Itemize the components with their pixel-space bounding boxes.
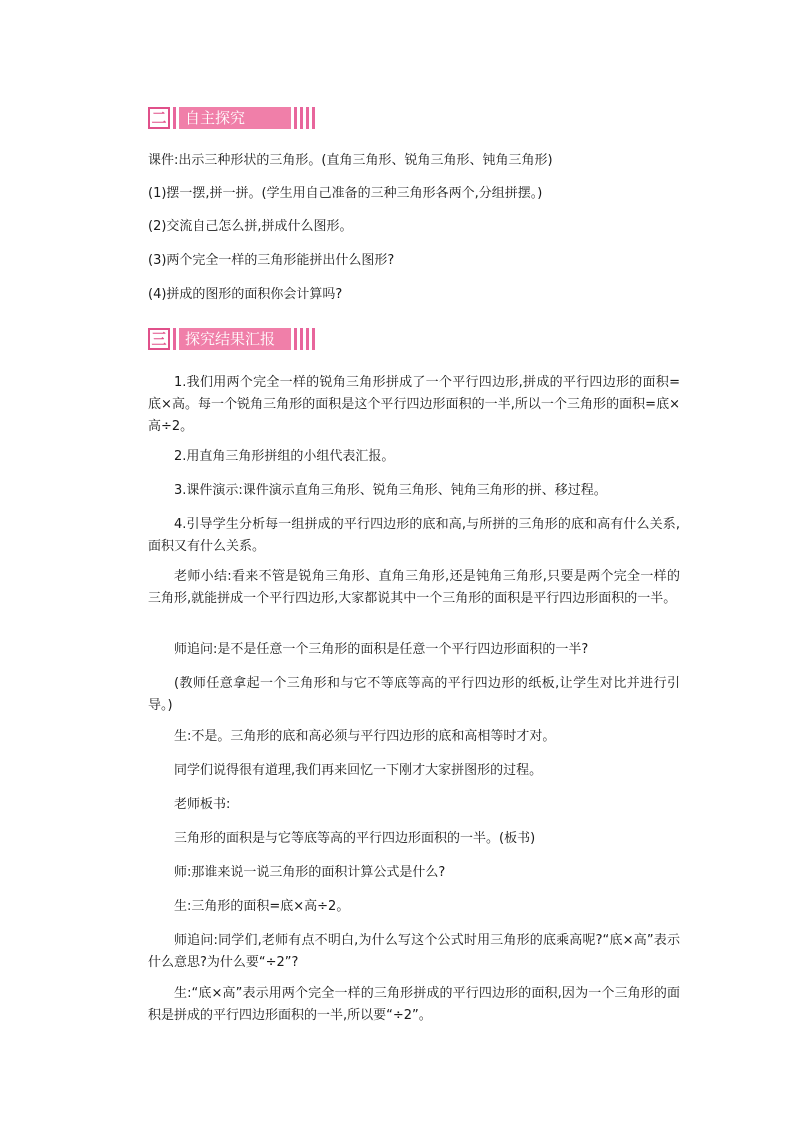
paragraph: 生:不是。三角形的底和高必须与平行四边形的底和高相等时才对。 [174,729,556,744]
paragraph: 4.引导学生分析每一组拼成的平行四边形的底和高,与所拼的三角形的底和高有什么关系,面积又有什么关系。 [148,517,680,554]
paragraph: 生:“底×高”表示用两个完全一样的三角形拼成的平行四边形的面积,因为一个三角形的面积是拼成的平行四边形面积的一半,所以要“÷2”。 [148,986,680,1023]
decorative-stripes [291,107,315,129]
paragraph: 师追问:是不是任意一个三角形的面积是任意一个平行四边形面积的一半? [174,642,589,657]
paragraph: 3.课件演示:课件演示直角三角形、锐角三角形、钝角三角形的拼、移过程。 [174,483,607,498]
paragraph: 生:三角形的面积=底×高÷2。 [174,899,350,914]
paragraph: (1)摆一摆,拼一拼。(学生用自己准备的三种三角形各两个,分组拼摆。) [148,186,543,201]
section-heading-report [148,328,334,350]
section-number: 三 [148,328,170,350]
paragraph: 师追问:同学们,老师有点不明白,为什么写这个公式时用三角形的底乘高呢?“底×高”表示什么意思?为什么要“÷2”? [148,933,680,970]
paragraph: (2)交流自己怎么拼,拼成什么图形。 [148,219,353,234]
paragraph: 老师小结:看来不管是锐角三角形、直角三角形,还是钝角三角形,只要是两个完全一样的三角形,就能拼成一个平行四边形,大家都说其中一个三角形的面积是平行四边形面积的一半。 [148,569,680,606]
paragraph: 2.用直角三角形拼组的小组代表汇报。 [174,449,395,464]
paragraph: (4)拼成的图形的面积你会计算吗? [148,287,343,302]
section-title: 探究结果汇报 [179,328,291,350]
paragraph: 师:那谁来说一说三角形的面积计算公式是什么? [174,865,446,880]
paragraph: (教师任意拿起一个三角形和与它不等底等高的平行四边形的纸板,让学生对比并进行引导。) [148,676,680,713]
section-title: 自主探究 [179,107,291,129]
paragraph: 同学们说得很有道理,我们再来回忆一下刚才大家拼图形的过程。 [174,763,543,778]
section-number: 二 [148,107,170,129]
paragraph: 三角形的面积是与它等底等高的平行四边形面积的一半。(板书) [174,831,536,846]
decorative-stripes [291,328,315,350]
paragraph: 课件:出示三种形状的三角形。(直角三角形、锐角三角形、钝角三角形) [148,153,553,168]
section-heading-explore [148,107,334,129]
paragraph: (3)两个完全一样的三角形能拼出什么图形? [148,253,395,268]
paragraph: 1.我们用两个完全一样的锐角三角形拼成了一个平行四边形,拼成的平行四边形的面积=底×高。每一个锐角三角形的面积是这个平行四边形面积的一半,所以一个三角形的面积=底×高÷2。 [148,375,680,434]
paragraph: 老师板书: [174,797,231,812]
